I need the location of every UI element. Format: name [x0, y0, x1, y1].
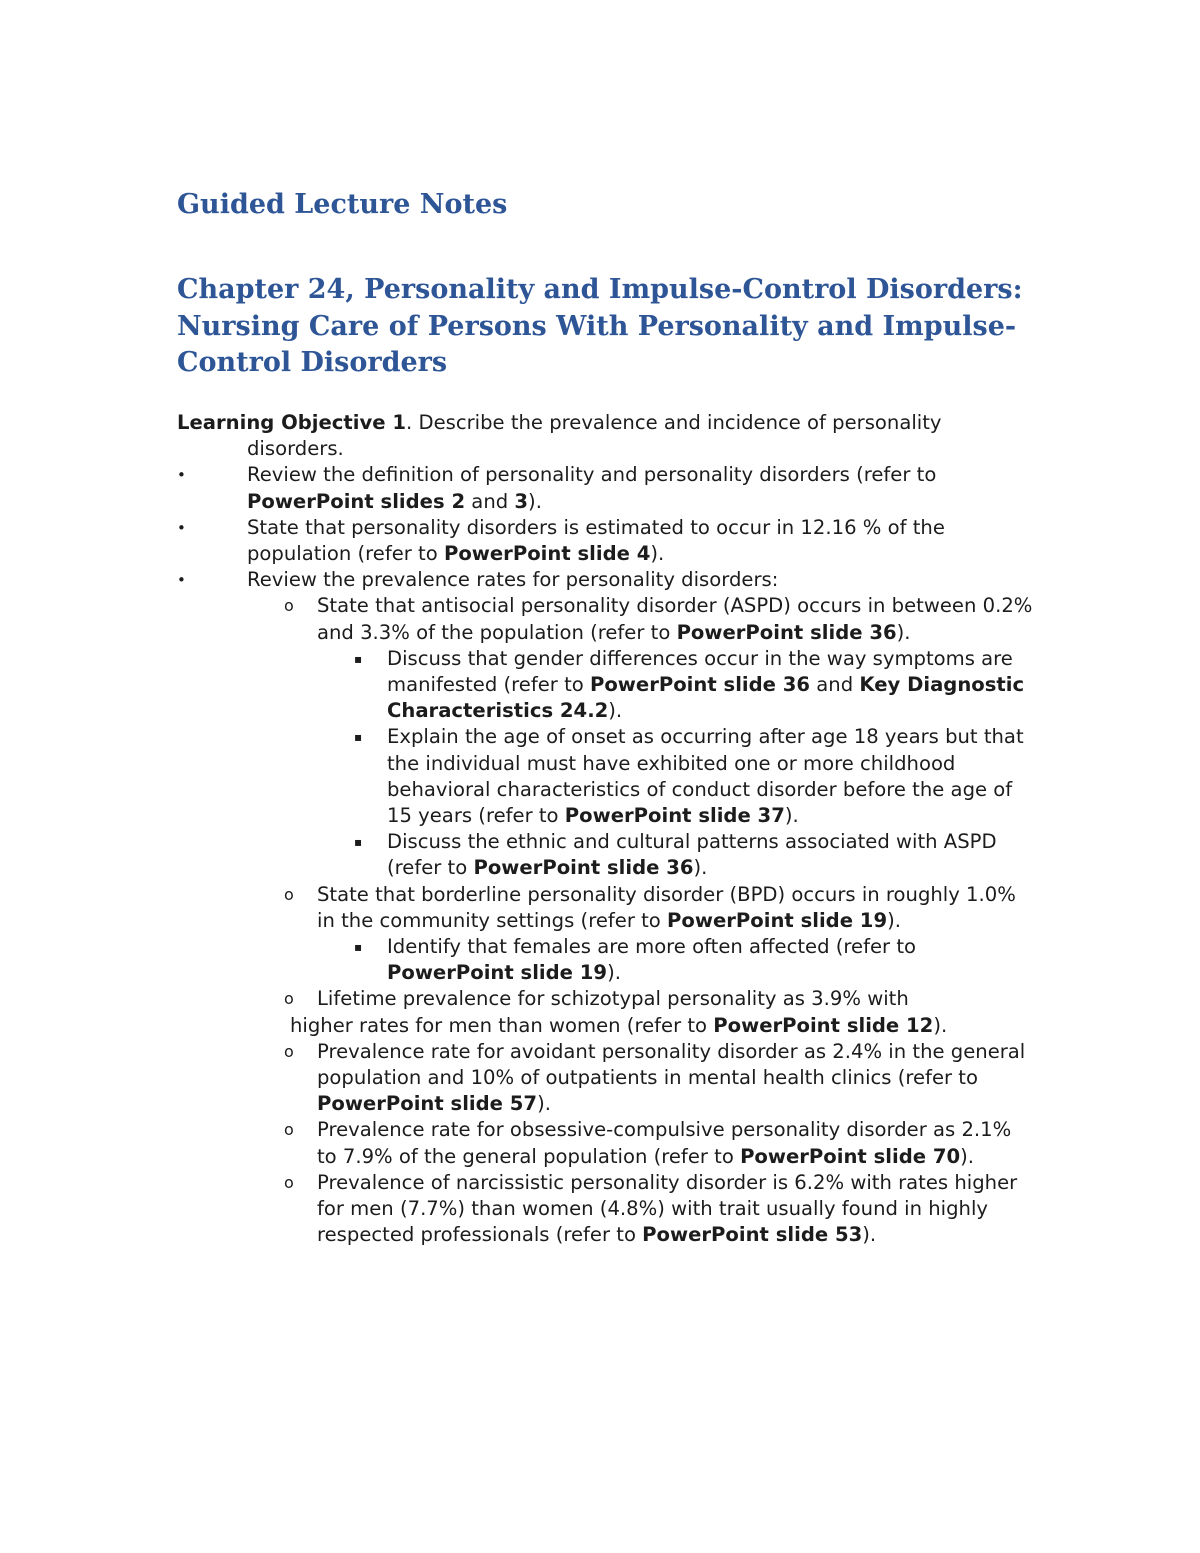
slide-reference: PowerPoint slide 4 — [443, 542, 651, 566]
sub-sub-list-item: ▪ Discuss the ethnic and cultural patterns associated with ASPD (refer to PowerPoint slide 36). — [354, 830, 997, 880]
lecture-content — [177, 410, 1037, 1249]
sub-list-item: o State that borderline personality disorder (BPD) occurs in roughly 1.0% in the community settings (refer to PowerPoint slide 19). — [284, 882, 1016, 932]
sub-list-item: o Prevalence of narcissistic personality disorder is 6.2% with rates higher for men (7.7%) than women (4.8%) with trait usually found in highly respected professionals (refer to PowerPoint slide 53). — [284, 1170, 1018, 1247]
sub-sub-list-item: ▪ Identify that females are more often affected (refer to PowerPoint slide 19). — [354, 935, 916, 985]
bullet-square-icon: ▪ — [354, 940, 363, 955]
list-item: • Review the prevalence rates for personality disorders: — [177, 567, 1037, 593]
sub-list-item: o Lifetime prevalence for schizotypal personality as 3.9% with higher rates for men than women (refer to PowerPoint slide 12). — [177, 986, 1037, 1038]
list-item: • State that personality disorders is estimated to occur in 12.16 % of the population (refer to PowerPoint slide 4). — [177, 515, 945, 566]
sub-list-item: o State that antisocial personality disorder (ASPD) occurs in between 0.2% and 3.3% of the population (refer to PowerPoint slide 36). — [284, 594, 1033, 644]
list-item: • Review the definition of personality and personality disorders (refer to PowerPoint slides 2 and 3). — [177, 463, 937, 513]
slide-reference: 3 — [514, 489, 529, 513]
slide-reference: PowerPoint slide 53 — [642, 1223, 863, 1247]
bullet-circle-icon: o — [284, 989, 294, 1009]
bullet-circle-icon: o — [284, 884, 294, 904]
bullet-dot-icon: • — [177, 571, 186, 590]
learning-objective-text: . Describe the prevalence and incidence of personality disorders. — [247, 411, 942, 461]
slide-reference: PowerPoint slide 36 — [676, 620, 897, 644]
slide-reference: PowerPoint slide 19 — [387, 961, 608, 985]
characteristics-reference: Key Diagnostic Characteristics 24.2 — [387, 673, 1025, 723]
learning-objective — [177, 410, 1037, 462]
slide-reference: PowerPoint slides 2 — [247, 489, 466, 513]
sub-list-item: o Prevalence rate for avoidant personality disorder as 2.4% in the general population and 10% of outpatients in mental health clinics (refer to PowerPoint slide 57). — [284, 1039, 1026, 1116]
bullet-dot-icon: • — [177, 518, 186, 537]
learning-objective-label: Learning Objective 1 — [177, 411, 407, 434]
bullet-circle-icon: o — [284, 596, 294, 616]
bullet-square-icon: ▪ — [354, 651, 363, 666]
slide-reference: PowerPoint slide 57 — [317, 1092, 538, 1116]
slide-reference: PowerPoint slide 36 — [473, 856, 694, 880]
bullet-circle-icon: o — [284, 1041, 294, 1061]
chapter-heading: Chapter 24, Personality and Impulse-Control Disorders: Nursing Care of Persons With Personality and Impulse-Control Disorders — [177, 274, 1023, 378]
wrapped-line: higher rates for men than women (refer to PowerPoint slide 12). — [290, 1013, 948, 1037]
document-title: Guided Lecture Notes — [177, 189, 508, 220]
bullet-square-icon: ▪ — [354, 835, 363, 850]
slide-reference: PowerPoint slide 12 — [713, 1013, 934, 1037]
slide-reference: PowerPoint slide 70 — [740, 1144, 961, 1168]
slide-reference: PowerPoint slide 19 — [667, 908, 888, 932]
slide-reference: PowerPoint slide 36 — [589, 673, 811, 697]
bullet-circle-icon: o — [284, 1120, 294, 1140]
slide-reference: PowerPoint slide 37 — [564, 804, 785, 828]
bullet-dot-icon: • — [177, 466, 186, 485]
sub-sub-list-item: ▪ Discuss that gender differences occur in the way symptoms are manifested (refer to PowerPoint slide 36 and Key Diagnostic Characteristics 24.2). — [354, 646, 1025, 723]
sub-sub-list-item: ▪ Explain the age of onset as occurring after age 18 years but that the individual must have exhibited one or more childhood behavioral characteristics of conduct disorder before the age of 15 years (refer to PowerPoint slide 37). — [354, 725, 1024, 828]
bullet-circle-icon: o — [284, 1172, 294, 1192]
sub-list-item: o Prevalence rate for obsessive-compulsive personality disorder as 2.1% to 7.9% of the general population (refer to PowerPoint slide 70). — [284, 1118, 1012, 1168]
bullet-square-icon: ▪ — [354, 730, 363, 745]
